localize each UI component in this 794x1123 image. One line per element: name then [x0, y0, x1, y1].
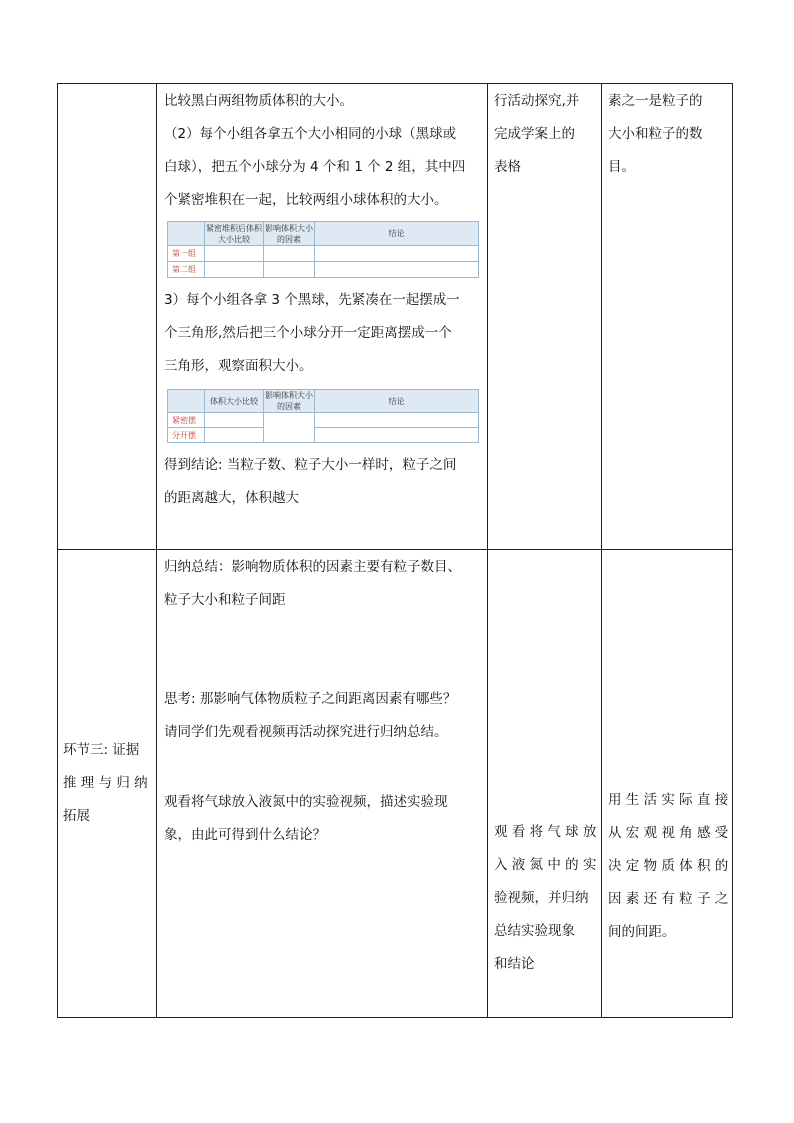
text-line: 行活动探究,并: [494, 93, 580, 109]
table-cell: [315, 262, 479, 278]
text-line: 象，由此可得到什么结论？: [164, 827, 326, 843]
lesson-table: [57, 83, 733, 1018]
text-line: 从 宏 观 视 角 感 受: [608, 825, 729, 841]
text-line: 素之一是粒子的: [608, 93, 703, 109]
text-line: 间的间距。: [608, 924, 676, 940]
text-line: （2）每个小组各拿五个大小相同的小球（黑球或: [164, 126, 457, 142]
table-cell: [264, 246, 315, 262]
text-line: 请同学们先观看视频再活动探究进行归纳总结。: [164, 724, 448, 740]
table-cell: [315, 246, 479, 262]
text-line: 决 定 物 质 体 积 的: [608, 858, 729, 874]
border-col3: [601, 83, 602, 1018]
text-line: 完成学案上的: [494, 126, 575, 142]
table-header: 紧密堆积后体积大小比较: [206, 223, 262, 244]
row2-think: [164, 683, 484, 749]
table-arrangement-compare: [167, 389, 479, 443]
table-header: 结论: [315, 222, 479, 246]
text-line: 粒子大小和粒子间距: [164, 592, 286, 608]
table-row-label: 第二组: [168, 262, 205, 278]
border-col2: [487, 83, 488, 1018]
table-cell: [205, 428, 264, 443]
row2-summary: [164, 551, 484, 617]
text-line: 个紧密堆积在一起，比较两组小球体积的大小。: [164, 192, 448, 208]
row1-student-activity: [494, 85, 598, 184]
row1-design-intent: [608, 85, 730, 184]
row2-stage-title: [63, 734, 153, 833]
text-line: 总结实验现象: [494, 923, 575, 939]
border-col1: [156, 83, 157, 1018]
row1-conclusion-text: [164, 449, 484, 515]
text-line: 比较黑白两组物质体积的大小。: [164, 93, 353, 109]
table-header: 结论: [315, 390, 479, 413]
table-row-label: 紧密摆: [168, 413, 205, 428]
table-cell: [205, 262, 264, 278]
text-line: 3）每个小组各拿 3 个黑球，先紧凑在一起摆成一: [164, 292, 460, 308]
text-line: 个三角形,然后把三个小球分开一定距离摆成一个: [164, 325, 452, 341]
table-cell: [205, 413, 264, 428]
row2-design-intent: [608, 784, 730, 949]
border-bottom: [57, 1017, 733, 1018]
text-line: 拓展: [63, 808, 90, 824]
table-group-compare: [167, 221, 479, 278]
table-header: 体积大小比较: [205, 390, 264, 413]
table-cell: [315, 428, 479, 443]
text-line: 归纳总结：影响物质体积的因素主要有粒子数目、: [164, 559, 461, 575]
table-header: [168, 390, 205, 413]
text-line: 推 理 与 归 纳: [63, 775, 148, 791]
table-header: 影响体积大小的因素: [265, 391, 313, 411]
text-line: 的距离越大，体积越大: [164, 490, 299, 506]
border-left: [57, 83, 58, 1018]
text-line: 得到结论: 当粒子数、粒子大小一样时，粒子之间: [164, 457, 457, 473]
table-cell: [205, 246, 264, 262]
text-line: 白球），把五个小球分为 4 个和 1 个 2 组，其中四: [164, 159, 466, 175]
table-cell: [315, 413, 479, 428]
text-line: 和结论: [494, 956, 535, 972]
text-line: 入 液 氮 中 的 实: [494, 857, 597, 873]
row1-activity-text: [164, 85, 484, 217]
text-line: 观 看 将 气 球 放: [494, 824, 597, 840]
text-line: 验视频，并归纳: [494, 890, 589, 906]
text-line: 观看将气球放入液氮中的实验视频，描述实验现: [164, 794, 448, 810]
table-header: [168, 222, 205, 246]
text-line: 因 素 还 有 粒 子 之: [608, 891, 729, 907]
table-row-label: 分开摆: [168, 428, 205, 443]
text-line: 思考: 那影响气体物质粒子之间距离因素有哪些？: [164, 691, 457, 707]
text-line: 用 生 活 实 际 直 接: [608, 792, 729, 808]
text-line: 环节三: 证据: [63, 742, 140, 758]
text-line: 大小和粒子的数: [608, 126, 703, 142]
table-cell: [264, 413, 315, 443]
border-top: [57, 83, 733, 84]
row1-activity-text-b: [164, 284, 484, 383]
text-line: 表格: [494, 159, 521, 175]
text-line: 三角形，观察面积大小。: [164, 358, 313, 374]
table-header: 影响体积大小的因素: [265, 223, 313, 244]
row2-video-task: [164, 786, 484, 852]
text-line: 目。: [608, 159, 635, 175]
border-right: [732, 83, 733, 1018]
border-row-split: [57, 549, 733, 550]
table-row-label: 第一组: [168, 246, 205, 262]
table-cell: [264, 262, 315, 278]
row2-student-activity: [494, 816, 598, 981]
